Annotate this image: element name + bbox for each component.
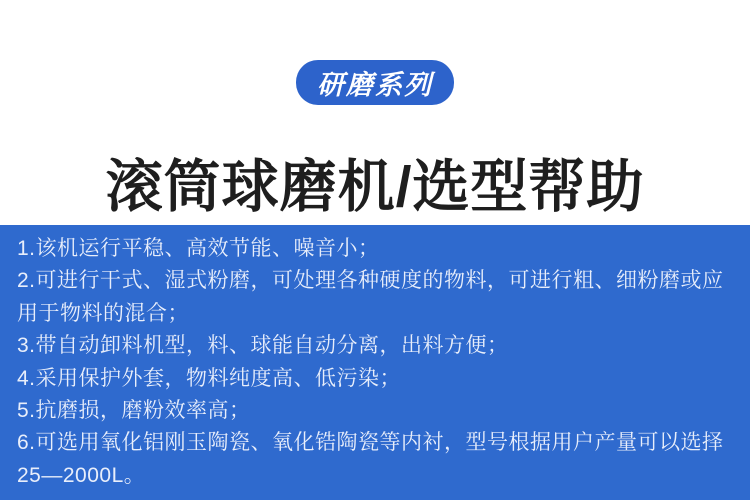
feature-item-2: 2.可进行干式、湿式粉磨，可处理各种硬度的物料，可进行粗、细粉磨或应用于物料的混合； bbox=[17, 269, 724, 325]
series-badge-label: 研磨系列 bbox=[317, 70, 433, 100]
feature-item-6: 6.可选用氧化铝刚玉陶瓷、氧化锆陶瓷等内衬，型号根据用户产量可以选择25—2000L。 bbox=[17, 431, 724, 487]
series-badge bbox=[296, 60, 454, 105]
feature-panel bbox=[0, 225, 750, 500]
feature-item-1: 1.该机运行平稳、高效节能、噪音小； bbox=[17, 237, 380, 260]
feature-item-5: 5.抗磨损，磨粉效率高； bbox=[17, 399, 251, 423]
feature-item-3: 3.带自动卸料机型，料、球能自动分离，出料方便； bbox=[17, 334, 509, 358]
feature-item-4: 4.采用保护外套，物料纯度高、低污染； bbox=[17, 366, 402, 390]
page-title: 滚筒球磨机/选型帮助 bbox=[105, 155, 645, 220]
